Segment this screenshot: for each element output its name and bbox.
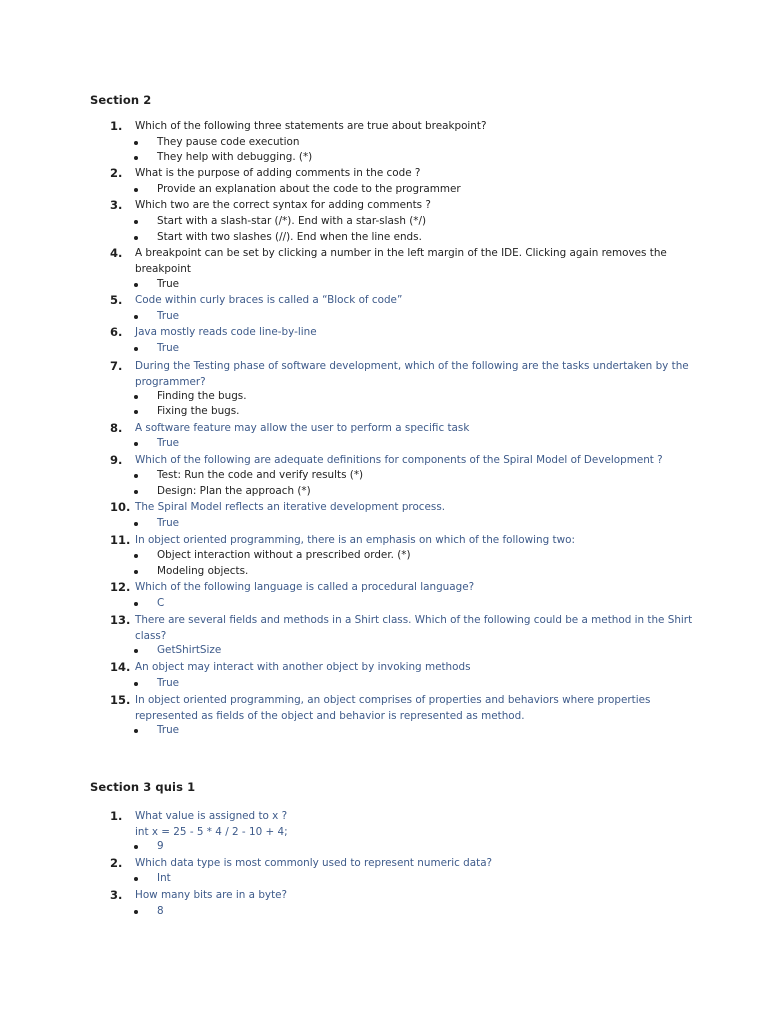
answer-text: True bbox=[157, 342, 180, 354]
section-3-title: Section 3 quis 1 bbox=[90, 780, 196, 794]
question-line: Code within curly braces is called a “Block of code” bbox=[135, 294, 403, 306]
question-text bbox=[135, 166, 660, 182]
question-number: 9. bbox=[110, 453, 123, 467]
question-line: What value is assigned to x ? bbox=[135, 810, 288, 822]
question-text bbox=[135, 533, 660, 549]
question-line: The Spiral Model reflects an iterative development process. bbox=[135, 501, 446, 513]
question-number: 3. bbox=[110, 888, 123, 902]
question-number: 15. bbox=[110, 693, 131, 707]
question-line: There are several fields and methods in a Shirt class. Which of the following could be a method in the Shirt bbox=[135, 614, 693, 626]
bullet-dot-icon bbox=[134, 277, 142, 293]
answer-text: Int bbox=[157, 872, 171, 884]
question-text bbox=[135, 693, 660, 724]
question-text bbox=[135, 325, 660, 341]
answer-text: Object interaction without a prescribed order. (*) bbox=[157, 549, 411, 561]
bullet-dot-icon bbox=[134, 723, 142, 739]
question-number: 4. bbox=[110, 246, 123, 260]
question-line: breakpoint bbox=[135, 262, 191, 275]
question-text bbox=[135, 198, 660, 214]
answer-text: True bbox=[157, 278, 180, 290]
question-line: A breakpoint can be set by clicking a number in the left margin of the IDE. Clicking again removes the bbox=[135, 247, 667, 259]
question-number: 13. bbox=[110, 613, 131, 627]
answer-text: True bbox=[157, 437, 180, 449]
bullet-dot-icon bbox=[134, 135, 142, 151]
question-line: Which two are the correct syntax for adding comments ? bbox=[135, 199, 431, 211]
answer-text: Start with a slash-star (/*). End with a star-slash (*/) bbox=[157, 215, 427, 227]
question-text bbox=[135, 856, 660, 872]
answer-text: C bbox=[157, 597, 165, 609]
answer-text: True bbox=[157, 724, 180, 736]
question-number: 5. bbox=[110, 293, 123, 307]
answer-text: Provide an explanation about the code to the programmer bbox=[157, 183, 461, 195]
question-number: 7. bbox=[110, 359, 123, 373]
bullet-dot-icon bbox=[134, 182, 142, 198]
question-number: 1. bbox=[110, 809, 123, 823]
question-text bbox=[135, 119, 660, 135]
bullet-dot-icon bbox=[134, 643, 142, 659]
bullet-dot-icon bbox=[134, 389, 142, 405]
question-line: Which of the following are adequate definitions for components of the Spiral Model of Development ? bbox=[135, 454, 663, 466]
answer-text: Design: Plan the approach (*) bbox=[157, 485, 311, 497]
answer-text: 8 bbox=[157, 905, 164, 917]
answer-text: Test: Run the code and verify results (*) bbox=[157, 469, 364, 481]
answer-text: True bbox=[157, 677, 180, 689]
bullet-dot-icon bbox=[134, 404, 142, 420]
bullet-dot-icon bbox=[134, 904, 142, 920]
question-text bbox=[135, 293, 660, 309]
question-number: 6. bbox=[110, 325, 123, 339]
question-line: Which of the following three statements are true about breakpoint? bbox=[135, 120, 487, 132]
bullet-dot-icon bbox=[134, 676, 142, 692]
bullet-dot-icon bbox=[134, 150, 142, 166]
question-line: How many bits are in a byte? bbox=[135, 889, 288, 901]
bullet-dot-icon bbox=[134, 468, 142, 484]
answer-text: Modeling objects. bbox=[157, 565, 249, 577]
question-line: Which of the following language is called a procedural language? bbox=[135, 581, 475, 593]
section-2-title: Section 2 bbox=[90, 93, 152, 107]
question-line: What is the purpose of adding comments in the code ? bbox=[135, 167, 421, 179]
bullet-dot-icon bbox=[134, 484, 142, 500]
answer-text: They pause code execution bbox=[157, 136, 300, 148]
question-text bbox=[135, 500, 660, 516]
question-line: class? bbox=[135, 629, 167, 642]
question-line: Which data type is most commonly used to represent numeric data? bbox=[135, 857, 493, 869]
bullet-dot-icon bbox=[134, 230, 142, 246]
question-line: Java mostly reads code line-by-line bbox=[135, 326, 317, 338]
question-line: In object oriented programming, there is an emphasis on which of the following two: bbox=[135, 534, 575, 546]
answer-text: Finding the bugs. bbox=[157, 390, 247, 402]
bullet-dot-icon bbox=[134, 309, 142, 325]
bullet-dot-icon bbox=[134, 436, 142, 452]
question-number: 10. bbox=[110, 500, 131, 514]
question-number: 2. bbox=[110, 856, 123, 870]
answer-text: They help with debugging. (*) bbox=[157, 151, 313, 163]
question-text bbox=[135, 660, 660, 676]
answer-text: Start with two slashes (//). End when the line ends. bbox=[157, 231, 422, 243]
question-number: 1. bbox=[110, 119, 123, 133]
answer-text: True bbox=[157, 517, 180, 529]
question-number: 11. bbox=[110, 533, 131, 547]
bullet-dot-icon bbox=[134, 341, 142, 357]
question-text bbox=[135, 809, 660, 840]
question-number: 14. bbox=[110, 660, 131, 674]
question-line: programmer? bbox=[135, 375, 206, 388]
bullet-dot-icon bbox=[134, 548, 142, 564]
question-number: 3. bbox=[110, 198, 123, 212]
question-text bbox=[135, 421, 660, 437]
question-text bbox=[135, 613, 693, 644]
bullet-dot-icon bbox=[134, 214, 142, 230]
question-number: 2. bbox=[110, 166, 123, 180]
bullet-dot-icon bbox=[134, 839, 142, 855]
question-number: 8. bbox=[110, 421, 123, 435]
question-text bbox=[135, 453, 663, 469]
question-number: 12. bbox=[110, 580, 131, 594]
question-line: During the Testing phase of software development, which of the following are the tasks undertaken by the bbox=[135, 360, 689, 372]
question-line: A software feature may allow the user to perform a specific task bbox=[135, 422, 470, 434]
bullet-dot-icon bbox=[134, 516, 142, 532]
answer-text: GetShirtSize bbox=[157, 644, 222, 656]
question-line: int x = 25 - 5 * 4 / 2 - 10 + 4; bbox=[135, 825, 288, 838]
bullet-dot-icon bbox=[134, 596, 142, 612]
question-line: An object may interact with another object by invoking methods bbox=[135, 661, 471, 673]
answer-text: Fixing the bugs. bbox=[157, 405, 240, 417]
question-line: In object oriented programming, an object comprises of properties and behaviors where properties bbox=[135, 694, 651, 706]
bullet-dot-icon bbox=[134, 871, 142, 887]
question-line: represented as fields of the object and behavior is represented as method. bbox=[135, 709, 525, 722]
question-text bbox=[135, 246, 667, 277]
question-text bbox=[135, 580, 660, 596]
answer-text: True bbox=[157, 310, 180, 322]
answer-text: 9 bbox=[157, 840, 164, 852]
question-text bbox=[135, 359, 689, 390]
question-text bbox=[135, 888, 660, 904]
bullet-dot-icon bbox=[134, 564, 142, 580]
